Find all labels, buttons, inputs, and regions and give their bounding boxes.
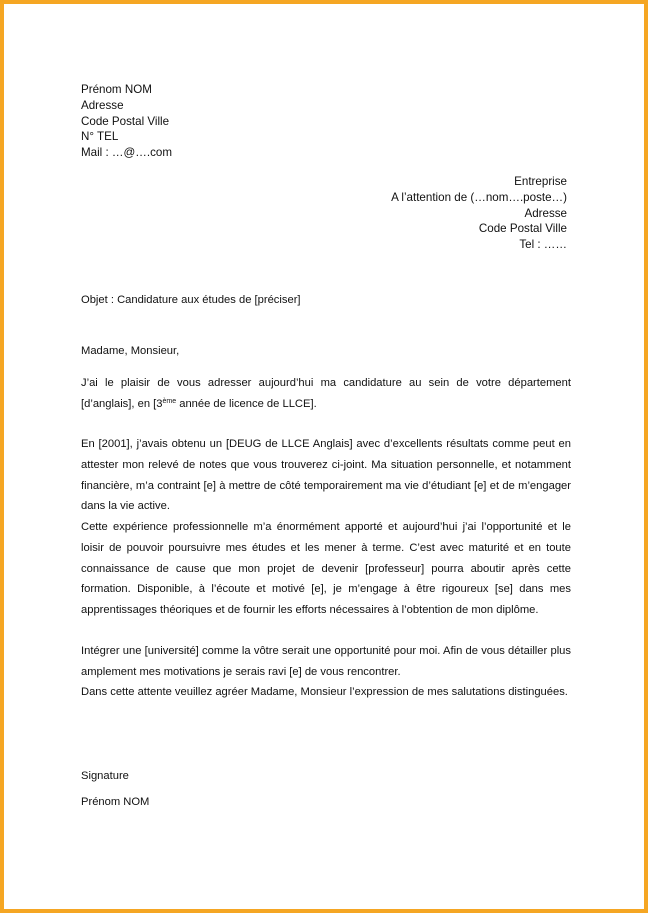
- signature-label: Signature: [81, 770, 129, 782]
- paragraph-1-text-end: année de licence de LLCE].: [176, 397, 317, 410]
- paragraph-1-superscript: ème: [162, 397, 177, 405]
- recipient-phone: Tel : ……: [519, 238, 567, 252]
- sender-name: Prénom NOM: [81, 83, 152, 96]
- recipient-block: [391, 174, 567, 253]
- sender-phone: N° TEL: [81, 130, 119, 144]
- paragraph-1-text: J’ai le plaisir de vous adresser aujourd’hui ma candidature au sein de votre département [d’anglais], en [3: [81, 377, 571, 410]
- paragraph-4-text: Intégrer une [université] comme la vôtre serait une opportunité pour moi. Afin de vous détailler plus amplement mes motivations je serais ravi [e] de vous rencontrer.: [81, 645, 571, 678]
- sender-postal-city: Code Postal Ville: [81, 114, 170, 128]
- object-line: Objet : Candidature aux études de [préciser]: [81, 294, 301, 306]
- sender-address: Adresse: [81, 98, 124, 112]
- paragraph-4: [81, 641, 571, 683]
- paragraph-3-text: Cette expérience professionnelle m’a énormément apporté et aujourd’hui j’ai l’opportunité et le loisir de pouvoir poursuivre mes études et les mener à terme. C’est avec maturité et en toute connaissance de cause que mon projet de devenir [professeur] pourra aboutir après cette formation. Disponible, à l’écoute et motivé [e], je m’engage à être rigoureux [se] dans mes apprentissages théoriques et de fournir les efforts nécessaires à l’obtention de mon diplôme.: [81, 521, 571, 617]
- recipient-attention: A l’attention de (…nom….poste…): [391, 190, 567, 204]
- salutation-line: Madame, Monsieur,: [81, 345, 180, 357]
- letter-object: [81, 290, 571, 311]
- paragraph-1: [81, 373, 571, 415]
- sender-mail: Mail : …@….com: [81, 146, 173, 160]
- salutation: [81, 341, 571, 362]
- recipient-address: Adresse: [524, 206, 567, 220]
- paragraph-3: [81, 517, 571, 621]
- sender-block: [81, 82, 172, 161]
- paragraph-5: [81, 682, 571, 703]
- recipient-company: Entreprise: [514, 175, 567, 188]
- paragraph-2: [81, 434, 571, 517]
- signature-name: Prénom NOM: [81, 796, 150, 808]
- paragraph-2-text: En [2001], j’avais obtenu un [DEUG de LLCE Anglais] avec d’excellents résultats comme peut en attester mon relevé de notes que vous trouverez ci-joint. Ma situation personnelle, et notamment financière, m’a contraint [e] à mettre de côté temporairement ma vie d’étudiant [e] et de m’engager dans la vie active.: [81, 438, 571, 513]
- paragraph-5-text: Dans cette attente veuillez agréer Madame, Monsieur l’expression de mes salutations distinguées.: [81, 686, 568, 698]
- recipient-postal-city: Code Postal Ville: [478, 222, 567, 236]
- signature-name-block: [81, 792, 571, 813]
- signature-block: [81, 766, 571, 787]
